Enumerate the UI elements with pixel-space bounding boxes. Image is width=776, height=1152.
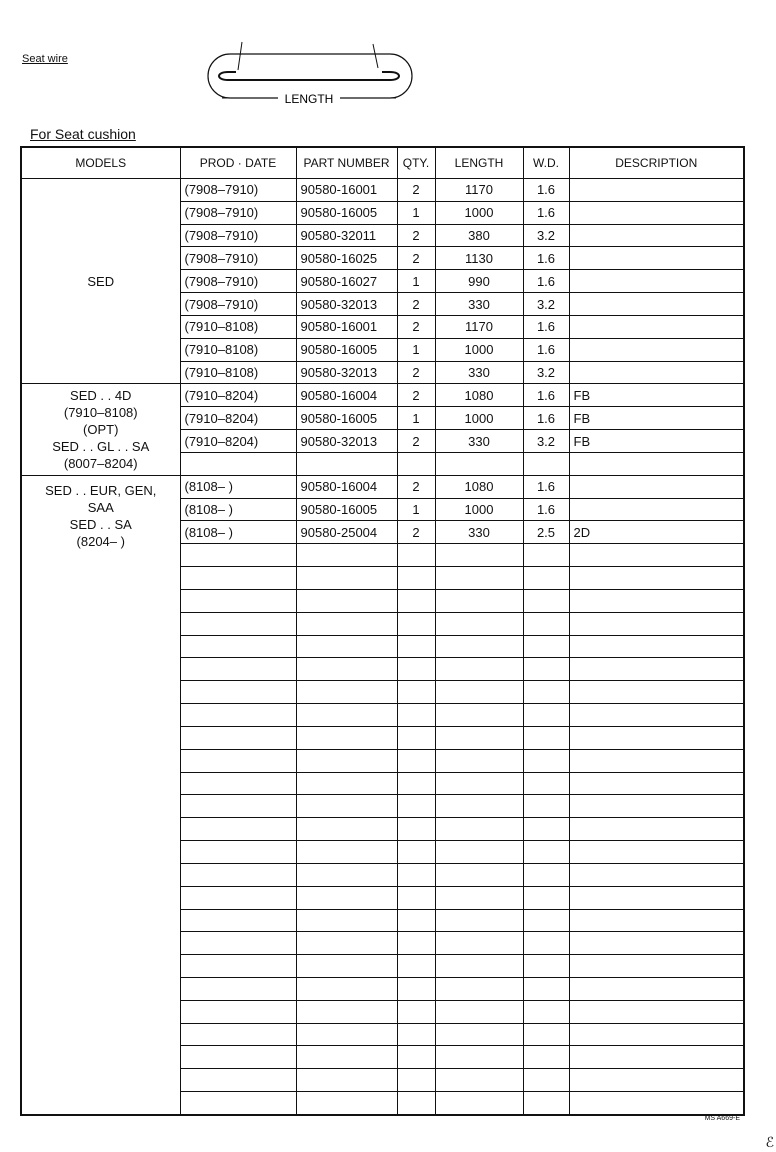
model-line: (8204– )	[76, 533, 125, 549]
wd-cell	[523, 704, 569, 727]
description-cell	[569, 567, 744, 590]
prod-date-cell: (7908–7910)	[180, 293, 296, 316]
qty-cell: 2	[397, 475, 435, 498]
prod-date-cell	[180, 772, 296, 795]
wd-cell	[523, 795, 569, 818]
qty-cell	[397, 567, 435, 590]
wd-cell	[523, 863, 569, 886]
table-row	[21, 475, 744, 498]
length-cell	[435, 1023, 523, 1046]
length-cell: 1000	[435, 338, 523, 361]
prod-date-cell: (8108– )	[180, 498, 296, 521]
qty-cell: 1	[397, 407, 435, 430]
qty-cell	[397, 909, 435, 932]
length-cell	[435, 863, 523, 886]
wd-cell	[523, 909, 569, 932]
qty-cell	[397, 955, 435, 978]
prod-date-cell	[180, 635, 296, 658]
part-number-cell	[296, 772, 397, 795]
description-cell	[569, 201, 744, 224]
length-cell: 330	[435, 361, 523, 384]
prod-date-cell	[180, 726, 296, 749]
prod-date-cell	[180, 749, 296, 772]
prod-date-cell: (7908–7910)	[180, 224, 296, 247]
length-cell	[435, 1069, 523, 1092]
prod-date-cell: (7910–8204)	[180, 407, 296, 430]
qty-cell	[397, 772, 435, 795]
length-cell	[435, 795, 523, 818]
qty-cell	[397, 1046, 435, 1069]
part-number-cell	[296, 863, 397, 886]
length-cell	[435, 818, 523, 841]
prod-date-cell: (7910–8204)	[180, 430, 296, 453]
wd-cell: 1.6	[523, 270, 569, 293]
wd-cell	[523, 1000, 569, 1023]
model-line: (8007–8204)	[63, 456, 138, 472]
wd-cell	[523, 658, 569, 681]
length-cell	[435, 658, 523, 681]
qty-cell	[397, 658, 435, 681]
length-cell	[435, 841, 523, 864]
qty-cell	[397, 452, 435, 475]
wd-cell	[523, 1023, 569, 1046]
wd-cell	[523, 1092, 569, 1115]
length-cell	[435, 749, 523, 772]
wd-cell: 1.6	[523, 179, 569, 202]
length-cell: 330	[435, 293, 523, 316]
prod-date-cell	[180, 681, 296, 704]
description-cell	[569, 886, 744, 909]
col-header-wd: W.D.	[523, 147, 569, 179]
wire-hook-left	[219, 72, 236, 80]
prod-date-cell	[180, 704, 296, 727]
part-number-cell	[296, 612, 397, 635]
length-cell: 1080	[435, 384, 523, 407]
qty-cell: 1	[397, 201, 435, 224]
part-number-cell	[296, 544, 397, 567]
seat-wire-label: Seat wire	[22, 53, 68, 65]
description-cell	[569, 338, 744, 361]
wd-cell: 1.6	[523, 247, 569, 270]
description-cell	[569, 1000, 744, 1023]
length-cell: 1080	[435, 475, 523, 498]
prod-date-cell	[180, 841, 296, 864]
length-cell	[435, 635, 523, 658]
description-cell	[569, 612, 744, 635]
part-number-cell	[296, 795, 397, 818]
pointer-right	[373, 44, 378, 68]
description-cell	[569, 749, 744, 772]
part-number-cell: 90580-16027	[296, 270, 397, 293]
part-number-cell: 90580-16005	[296, 407, 397, 430]
part-number-cell: 90580-32013	[296, 361, 397, 384]
part-number-cell	[296, 1092, 397, 1115]
part-number-cell: 90580-16001	[296, 315, 397, 338]
wd-cell: 2.5	[523, 521, 569, 544]
part-number-cell	[296, 567, 397, 590]
qty-cell: 2	[397, 315, 435, 338]
wd-cell	[523, 1046, 569, 1069]
qty-cell: 2	[397, 384, 435, 407]
length-cell	[435, 704, 523, 727]
description-cell	[569, 589, 744, 612]
length-cell: 330	[435, 521, 523, 544]
wd-cell	[523, 726, 569, 749]
length-cell	[435, 1092, 523, 1115]
wd-cell: 1.6	[523, 498, 569, 521]
col-header-models: MODELS	[21, 147, 180, 179]
prod-date-cell: (7908–7910)	[180, 201, 296, 224]
part-number-cell: 90580-25004	[296, 521, 397, 544]
length-cell	[435, 932, 523, 955]
part-number-cell	[296, 749, 397, 772]
table-body	[21, 179, 744, 1116]
part-number-cell	[296, 704, 397, 727]
prod-date-cell	[180, 567, 296, 590]
description-cell	[569, 681, 744, 704]
prod-date-cell	[180, 932, 296, 955]
wd-cell: 1.6	[523, 407, 569, 430]
qty-cell	[397, 1023, 435, 1046]
wd-cell: 1.6	[523, 384, 569, 407]
description-cell	[569, 909, 744, 932]
length-cell	[435, 544, 523, 567]
description-cell	[569, 452, 744, 475]
prod-date-cell	[180, 612, 296, 635]
qty-cell: 1	[397, 498, 435, 521]
description-cell	[569, 704, 744, 727]
model-line: (OPT)	[83, 422, 119, 438]
model-line: SAA	[87, 499, 114, 515]
qty-cell: 1	[397, 338, 435, 361]
prod-date-cell	[180, 795, 296, 818]
part-number-cell	[296, 886, 397, 909]
length-cell	[435, 589, 523, 612]
qty-cell	[397, 795, 435, 818]
part-number-cell	[296, 1023, 397, 1046]
part-number-cell	[296, 1000, 397, 1023]
part-number-cell	[296, 932, 397, 955]
wd-cell	[523, 1069, 569, 1092]
qty-cell: 1	[397, 270, 435, 293]
description-cell: 2D	[569, 521, 744, 544]
qty-cell	[397, 544, 435, 567]
length-cell: 1000	[435, 201, 523, 224]
part-number-cell	[296, 635, 397, 658]
description-cell	[569, 818, 744, 841]
wd-cell	[523, 544, 569, 567]
wd-cell	[523, 635, 569, 658]
length-cell	[435, 1046, 523, 1069]
part-number-cell: 90580-32013	[296, 293, 397, 316]
part-number-cell	[296, 589, 397, 612]
prod-date-cell	[180, 909, 296, 932]
table-row	[21, 384, 744, 407]
description-cell	[569, 795, 744, 818]
part-number-cell: 90580-16005	[296, 201, 397, 224]
description-cell: FB	[569, 430, 744, 453]
wd-cell	[523, 818, 569, 841]
part-number-cell: 90580-16004	[296, 384, 397, 407]
col-header-part-number: PART NUMBER	[296, 147, 397, 179]
qty-cell	[397, 589, 435, 612]
length-label: LENGTH	[284, 92, 334, 106]
length-cell	[435, 567, 523, 590]
description-cell	[569, 932, 744, 955]
prod-date-cell	[180, 658, 296, 681]
prod-date-cell: (7910–8108)	[180, 315, 296, 338]
description-cell	[569, 955, 744, 978]
description-cell	[569, 498, 744, 521]
description-cell	[569, 361, 744, 384]
qty-cell	[397, 863, 435, 886]
description-cell	[569, 772, 744, 795]
prod-date-cell	[180, 1069, 296, 1092]
description-cell	[569, 658, 744, 681]
model-cell	[21, 384, 180, 475]
description-cell	[569, 224, 744, 247]
description-cell	[569, 1069, 744, 1092]
wd-cell	[523, 567, 569, 590]
wd-cell	[523, 932, 569, 955]
description-cell	[569, 247, 744, 270]
wd-cell: 1.6	[523, 475, 569, 498]
wd-cell: 1.6	[523, 315, 569, 338]
wd-cell: 1.6	[523, 201, 569, 224]
length-cell	[435, 955, 523, 978]
model-line: SED . . 4D	[70, 388, 132, 404]
table-row	[21, 179, 744, 202]
part-number-cell	[296, 681, 397, 704]
length-cell: 1130	[435, 247, 523, 270]
prod-date-cell: (7908–7910)	[180, 270, 296, 293]
qty-cell: 2	[397, 247, 435, 270]
prod-date-cell	[180, 955, 296, 978]
part-number-cell	[296, 1046, 397, 1069]
length-cell: 380	[435, 224, 523, 247]
col-header-qty: QTY.	[397, 147, 435, 179]
qty-cell: 2	[397, 293, 435, 316]
description-cell	[569, 270, 744, 293]
wd-cell	[523, 841, 569, 864]
model-cell	[21, 475, 180, 1115]
prod-date-cell	[180, 452, 296, 475]
part-number-cell	[296, 1069, 397, 1092]
description-cell	[569, 475, 744, 498]
length-cell: 330	[435, 430, 523, 453]
prod-date-cell	[180, 544, 296, 567]
wd-cell	[523, 772, 569, 795]
wd-cell: 1.6	[523, 338, 569, 361]
qty-cell: 2	[397, 224, 435, 247]
description-cell	[569, 544, 744, 567]
qty-cell	[397, 841, 435, 864]
description-cell	[569, 1092, 744, 1115]
qty-cell	[397, 681, 435, 704]
qty-cell	[397, 1000, 435, 1023]
part-number-cell: 90580-16001	[296, 179, 397, 202]
part-number-cell	[296, 452, 397, 475]
length-cell	[435, 612, 523, 635]
length-cell	[435, 726, 523, 749]
length-cell: 990	[435, 270, 523, 293]
qty-cell	[397, 977, 435, 1000]
col-header-length: LENGTH	[435, 147, 523, 179]
description-cell	[569, 977, 744, 1000]
part-number-cell: 90580-16025	[296, 247, 397, 270]
description-cell	[569, 863, 744, 886]
length-cell: 1170	[435, 315, 523, 338]
corner-mark: ℰ	[765, 1134, 774, 1150]
qty-cell	[397, 818, 435, 841]
qty-cell: 2	[397, 361, 435, 384]
part-number-cell: 90580-32011	[296, 224, 397, 247]
qty-cell	[397, 612, 435, 635]
seat-wire-diagram	[190, 40, 430, 110]
wd-cell	[523, 612, 569, 635]
part-number-cell	[296, 841, 397, 864]
length-cell	[435, 909, 523, 932]
prod-date-cell: (7908–7910)	[180, 247, 296, 270]
qty-cell	[397, 1069, 435, 1092]
table-header-row	[21, 147, 744, 179]
wd-cell	[523, 681, 569, 704]
wd-cell: 3.2	[523, 224, 569, 247]
part-number-cell	[296, 726, 397, 749]
description-cell	[569, 841, 744, 864]
prod-date-cell	[180, 1046, 296, 1069]
prod-date-cell	[180, 589, 296, 612]
wire-hook-right	[382, 72, 399, 80]
part-number-cell	[296, 658, 397, 681]
prod-date-cell	[180, 863, 296, 886]
part-number-cell	[296, 818, 397, 841]
description-cell	[569, 1023, 744, 1046]
qty-cell	[397, 1092, 435, 1115]
model-line: SED . . GL . . SA	[52, 439, 150, 455]
length-cell	[435, 681, 523, 704]
prod-date-cell	[180, 1023, 296, 1046]
part-number-cell: 90580-16005	[296, 338, 397, 361]
qty-cell	[397, 704, 435, 727]
prod-date-cell	[180, 1000, 296, 1023]
length-cell	[435, 1000, 523, 1023]
length-cell	[435, 886, 523, 909]
prod-date-cell: (7910–8108)	[180, 361, 296, 384]
qty-cell	[397, 932, 435, 955]
wd-cell	[523, 886, 569, 909]
part-number-cell: 90580-32013	[296, 430, 397, 453]
description-cell	[569, 293, 744, 316]
col-header-description: DESCRIPTION	[569, 147, 744, 179]
model-line: SED . . EUR, GEN,	[45, 482, 157, 498]
length-cell	[435, 772, 523, 795]
description-cell	[569, 1046, 744, 1069]
model-cell	[21, 179, 180, 384]
parts-table	[20, 146, 745, 1116]
qty-cell	[397, 749, 435, 772]
section-title: For Seat cushion	[30, 126, 136, 142]
document-code: MS A669-E	[704, 1115, 740, 1122]
prod-date-cell	[180, 977, 296, 1000]
length-cell	[435, 452, 523, 475]
part-number-cell: 90580-16005	[296, 498, 397, 521]
part-number-cell	[296, 977, 397, 1000]
qty-cell: 2	[397, 179, 435, 202]
model-line: SED . . SA	[69, 516, 132, 532]
qty-cell: 2	[397, 430, 435, 453]
description-cell: FB	[569, 384, 744, 407]
prod-date-cell	[180, 818, 296, 841]
prod-date-cell: (7910–8204)	[180, 384, 296, 407]
length-cell: 1170	[435, 179, 523, 202]
description-cell	[569, 726, 744, 749]
prod-date-cell: (8108– )	[180, 521, 296, 544]
wd-cell	[523, 955, 569, 978]
wd-cell: 3.2	[523, 293, 569, 316]
part-number-cell	[296, 909, 397, 932]
length-cell: 1000	[435, 407, 523, 430]
prod-date-cell: (8108– )	[180, 475, 296, 498]
col-header-prod-date: PROD · DATE	[180, 147, 296, 179]
part-number-cell: 90580-16004	[296, 475, 397, 498]
wd-cell: 3.2	[523, 430, 569, 453]
prod-date-cell: (7910–8108)	[180, 338, 296, 361]
description-cell	[569, 315, 744, 338]
length-cell	[435, 977, 523, 1000]
qty-cell	[397, 726, 435, 749]
wd-cell	[523, 589, 569, 612]
model-line: SED	[87, 273, 115, 289]
length-cell: 1000	[435, 498, 523, 521]
description-cell	[569, 635, 744, 658]
qty-cell	[397, 886, 435, 909]
wd-cell	[523, 452, 569, 475]
part-number-cell	[296, 955, 397, 978]
model-line: (7910–8108)	[63, 405, 138, 421]
wd-cell	[523, 749, 569, 772]
prod-date-cell: (7908–7910)	[180, 179, 296, 202]
wd-cell	[523, 977, 569, 1000]
qty-cell	[397, 635, 435, 658]
pointer-left	[238, 42, 242, 70]
description-cell	[569, 179, 744, 202]
qty-cell: 2	[397, 521, 435, 544]
prod-date-cell	[180, 1092, 296, 1115]
description-cell: FB	[569, 407, 744, 430]
wd-cell: 3.2	[523, 361, 569, 384]
prod-date-cell	[180, 886, 296, 909]
